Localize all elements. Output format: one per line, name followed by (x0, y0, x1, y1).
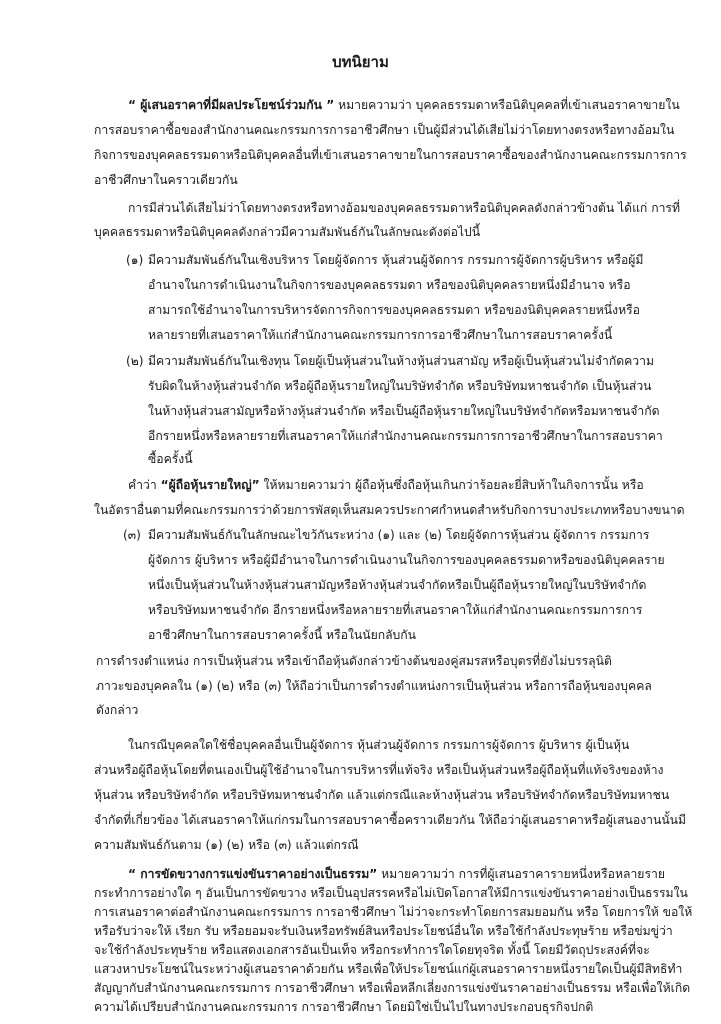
definition-3-line-1: “ การขัดขวางการแข่งขันราคาอย่างเป็นธรรม” หมายความว่า การที่ผู้เสนอราคารายหนึ่งหรือหลายราย (128, 867, 665, 881)
definition-2-term: “ผู้ถือหุ้นรายใหญ่” (160, 478, 260, 492)
paragraph-5-line-2: ส่วนหรือผู้ถือหุ้นโดยที่ตนเองเป็นผู้ใช้อำนาจในการบริหารที่แท้จริง หรือเป็นหุ้นส่วนหรือผู้ถือหุ้นที่แท้จริงของห้าง (94, 763, 664, 777)
item-3-number: (๓) (123, 528, 141, 542)
item-2-number: (๒) (126, 354, 144, 368)
item-1-line-4: หลายรายที่เสนอราคาให้แก่สำนักงานคณะกรรมการการอาชีวศึกษาในการสอบราคาครั้งนี้ (148, 328, 613, 342)
definition-3-line-3: การเสนอราคาต่อสำนักงานคณะกรรมการ การอาชีวศึกษา ไม่ว่าจะกระทำโดยการสมยอมกัน หรือ โดยการให้ ขอให้ (94, 905, 693, 919)
item-2-line-5: ซื้อครั้งนี้ (148, 452, 193, 466)
definition-3-line-7: สัญญากับสำนักงานคณะกรรมการ การอาชีวศึกษา หรือเพื่อหลีกเลี่ยงการแข่งขันราคาอย่างเป็นธรรม หรือเพื่อให้เกิด (94, 981, 691, 995)
definition-3-line-5: จะใช้กำลังประทุษร้าย หรือแสดงเอกสารอันเป็นเท็จ หรือกระทำการใดโดยทุจริต ทั้งนี้ โดยมีวัตถุประสงค์ที่จะ (94, 943, 650, 957)
item-1-line-1: มีความสัมพันธ์กันในเชิงบริหาร โดยผู้จัดการ หุ้นส่วนผู้จัดการ กรรมการผู้จัดการผู้บริหาร หรือผู้มี (148, 253, 644, 267)
definition-2-line-1: คำว่า “ผู้ถือหุ้นรายใหญ่” ให้หมายความว่า ผู้ถือหุ้นซึ่งถือหุ้นเกินกว่าร้อยละยี่สิบห้าในกิจการนั้น หรือ (128, 478, 644, 492)
definition-1-line-3: กิจการของบุคคลธรรมดาหรือนิติบุคคลอื่นที่เข้าเสนอราคาขายในการสอบราคาซื้อของสำนักงานคณะกรรมการการ (94, 148, 687, 162)
paragraph-5-line-5: ความสัมพันธ์กันตาม (๑) (๒) หรือ (๓) แล้วแต่กรณี (94, 838, 359, 852)
definition-3-line-2: กระทำการอย่างใด ๆ อันเป็นการขัดขวาง หรือเป็นอุปสรรคหรือไม่เปิดโอกาสให้มีการแข่งขันราคาอย่างเป็นธรรมใน (94, 886, 688, 900)
paragraph-5-line-1: ในกรณีบุคคลใดใช้ชื่อบุคคลอื่นเป็นผู้จัดการ หุ้นส่วนผู้จัดการ กรรมการผู้จัดการ ผู้บริหาร ผู้เป็นหุ้น (128, 738, 630, 752)
definition-3-line-8: ความได้เปรียบสำนักงานคณะกรรมการ การอาชีวศึกษา โดยมิใช่เป็นไปในทางประกอบธุรกิจปกติ (94, 1000, 594, 1014)
definition-1-line-1: “ ผู้เสนอราคาที่มีผลประโยชน์ร่วมกัน ” หมายความว่า บุคคลธรรมดาหรือนิติบุคคลที่เข้าเสนอราคาขายใน (128, 98, 680, 112)
item-3-line-3: หนึ่งเป็นหุ้นส่วนในห้างหุ้นส่วนสามัญหรือห้างหุ้นส่วนจำกัดหรือเป็นผู้ถือหุ้นรายใหญ่ในบริษัทจำกัด (148, 578, 647, 592)
page-title: บทนิยาม (332, 53, 389, 71)
item-3-line-1: มีความสัมพันธ์กันในลักษณะไขว้กันระหว่าง (๑) และ (๒) โดยผู้จัดการหุ้นส่วน ผู้จัดการ กรรมการ (148, 528, 650, 542)
paragraph-4-line-3: ดังกล่าว (96, 703, 139, 717)
item-3-line-4: หรือบริษัทมหาชนจำกัด อีกรายหนึ่งหรือหลายรายที่เสนอราคาให้แก่สำนักงานคณะกรรมการการ (148, 603, 643, 617)
definition-1-line-2: การสอบราคาซื้อของสำนักงานคณะกรรมการการอาชีวศึกษา เป็นผู้มีส่วนได้เสียไม่ว่าโดยทางตรงหรือทางอ้อมใน (94, 123, 675, 137)
item-1-line-2: อำนาจในการดำเนินงานในกิจการของบุคคลธรรมดา หรือของนิติบุคคลรายหนึ่งมีอำนาจ หรือ (148, 278, 631, 292)
paragraph-4-line-1: การดำรงตำแหน่ง การเป็นหุ้นส่วน หรือเข้าถือหุ้นดังกล่าวข้างต้นของคู่สมรสหรือบุตรที่ยังไม่บรรลุนิติ (96, 654, 612, 668)
paragraph-2-line-2: บุคคลธรรมดาหรือนิติบุคคลดังกล่าวมีความสัมพันธ์กันในลักษณะดังต่อไปนี้ (94, 225, 481, 239)
item-3-line-2: ผู้จัดการ ผู้บริหาร หรือผู้มีอำนาจในการดำเนินงานในกิจการของบุคคลธรรมดาหรือของนิติบุคคลราย (148, 553, 665, 567)
paragraph-5-line-4: จำกัดที่เกี่ยวข้อง ได้เสนอราคาให้แก่กรมในการสอบราคาซื้อคราวเดียวกัน ให้ถือว่าผู้เสนอราคาหรือผู้เสนองานนั้นมี (94, 813, 687, 827)
item-3-line-5: อาชีวศึกษาในการสอบราคาครั้งนี้ หรือในนัยกลับกัน (148, 628, 417, 642)
item-1-number: (๑) (126, 253, 144, 267)
definition-1-term: “ ผู้เสนอราคาที่มีผลประโยชน์ร่วมกัน ” (128, 98, 335, 112)
definition-3-term: “ การขัดขวางการแข่งขันราคาอย่างเป็นธรรม” (128, 867, 378, 881)
definition-3-line-6: แสวงหาประโยชน์ในระหว่างผู้เสนอราคาด้วยกัน หรือเพื่อให้ประโยชน์แก่ผู้เสนอราคารายหนึ่งรายใดเป็นผู้มีสิทธิทำ (94, 962, 683, 976)
paragraph-5-line-3: หุ้นส่วน หรือบริษัทจำกัด หรือบริษัทมหาชนจำกัด แล้วแต่กรณีและห้างหุ้นส่วน หรือบริษัทจำกัดหรือบริษัทมหาชน (94, 788, 670, 802)
paragraph-2-line-1: การมีส่วนได้เสียไม่ว่าโดยทางตรงหรือทางอ้อมของบุคคลธรรมดาหรือนิติบุคคลดังกล่าวข้างต้น ได้แก่ การที่ (128, 201, 680, 215)
item-1-line-3: สามารถใช้อำนาจในการบริหารจัดการกิจการของบุคคลธรรมดา หรือของนิติบุคคลรายหนึ่งหรือ (148, 303, 640, 317)
definition-3-line-4: หรือรับว่าจะให้ เรียก รับ หรือยอมจะรับเงินหรือทรัพย์สินหรือประโยชน์อื่นใด หรือใช้กำลังประทุษร้าย หรือข่มขู่ว่า (94, 924, 673, 938)
definition-1-line-4: อาชีวศึกษาในคราวเดียวกัน (94, 173, 238, 187)
item-2-line-4: อีกรายหนึ่งหรือหลายรายที่เสนอราคาให้แก่สำนักงานคณะกรรมการการอาชีวศึกษาในการสอบราคา (148, 429, 663, 443)
definition-2-line-2: ในอัตราอื่นตามที่คณะกรรมการว่าด้วยการพัสดุเห็นสมควรประกาศกำหนดสำหรับกิจการบางประเภทหรือบางขนาด (94, 503, 685, 517)
item-2-line-3: ในห้างหุ้นส่วนสามัญหรือห้างหุ้นส่วนจำกัด หรือเป็นผู้ถือหุ้นรายใหญ่ในบริษัทจำกัดหรือมหาชนจำกัด (148, 404, 660, 418)
item-2-line-1: มีความสัมพันธ์กันในเชิงทุน โดยผู้เป็นหุ้นส่วนในห้างหุ้นส่วนสามัญ หรือผู้เป็นหุ้นส่วนไม่จำกัดความ (148, 354, 654, 368)
item-2-line-2: รับผิดในห้างหุ้นส่วนจำกัด หรือผู้ถือหุ้นรายใหญ่ในบริษัทจำกัด หรือบริษัทมหาชนจำกัด เป็นหุ้นส่วน (148, 379, 652, 393)
paragraph-4-line-2: ภาวะของบุคคลใน (๑) (๒) หรือ (๓) ให้ถือว่าเป็นการดำรงตำแหน่งการเป็นหุ้นส่วน หรือการถือหุ้นของบุคคล (96, 679, 652, 693)
